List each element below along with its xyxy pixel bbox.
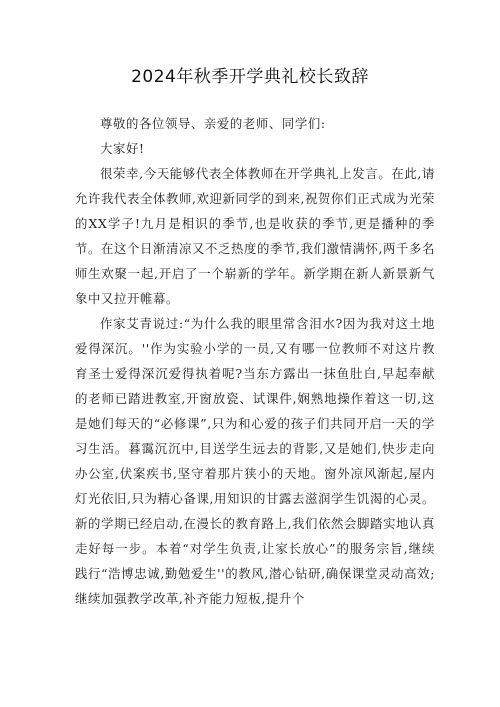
paragraph: 作家艾青说过:“为什么我的眼里常含泪水?因为我对这土地爱得深沉。''作为实验小学的一员,又有哪一位教师不对这片教育圣士爱得深沉爱得执着呢?当东方露出一抹鱼肚白,早起奉献的老师已踏进教室,开窗放瓷、试课件,娴熟地操作着这一切,这是她们每天的“必修课”,只为和心爱的孩子们共同开启一天的学习生活。暮霭沉沉中,目送学生远去的背影,又是她们,快步走向办公室,伏案疾书,坚守着那片狭小的天地。窗外凉风渐起,屋内灯光依旧,只为精心备课,用知识的甘露去滋润学生饥渴的心灵。新的学期已经启动,在漫长的教育路上,我们依然会脚踏实地认真走好每一步。本着“对学生负责,让家长放心”的服务宗旨,继续践行“浩博忠诚,勤勉爱生''的教风,潜心钻研,确保课堂灵动高效;继续加强教学改革,补齐能力短板,提升个 [75, 316, 435, 606]
document-body [75, 111, 435, 611]
document-title: 2024年秋季开学典礼校长致辞 [131, 67, 369, 87]
greeting: 大家好! [100, 141, 145, 156]
paragraph: 很荣幸,今天能够代表全体教师在开学典礼上发言。在此,请允许我代表全体教师,欢迎新同学的到来,祝贺你们正式成为光荣的XX学子!九月是相识的季节,也是收获的季节,更是播种的季节。在这个日渐清凉又不乏热度的季节,我们激情满怀,两千多名师生欢聚一起,开启了一个崭新的学年。新学期在新人新景新气象中又拉开帷幕。 [75, 166, 435, 306]
salutation: 尊敬的各位领导、亲爱的老师、同学们: [100, 116, 326, 131]
